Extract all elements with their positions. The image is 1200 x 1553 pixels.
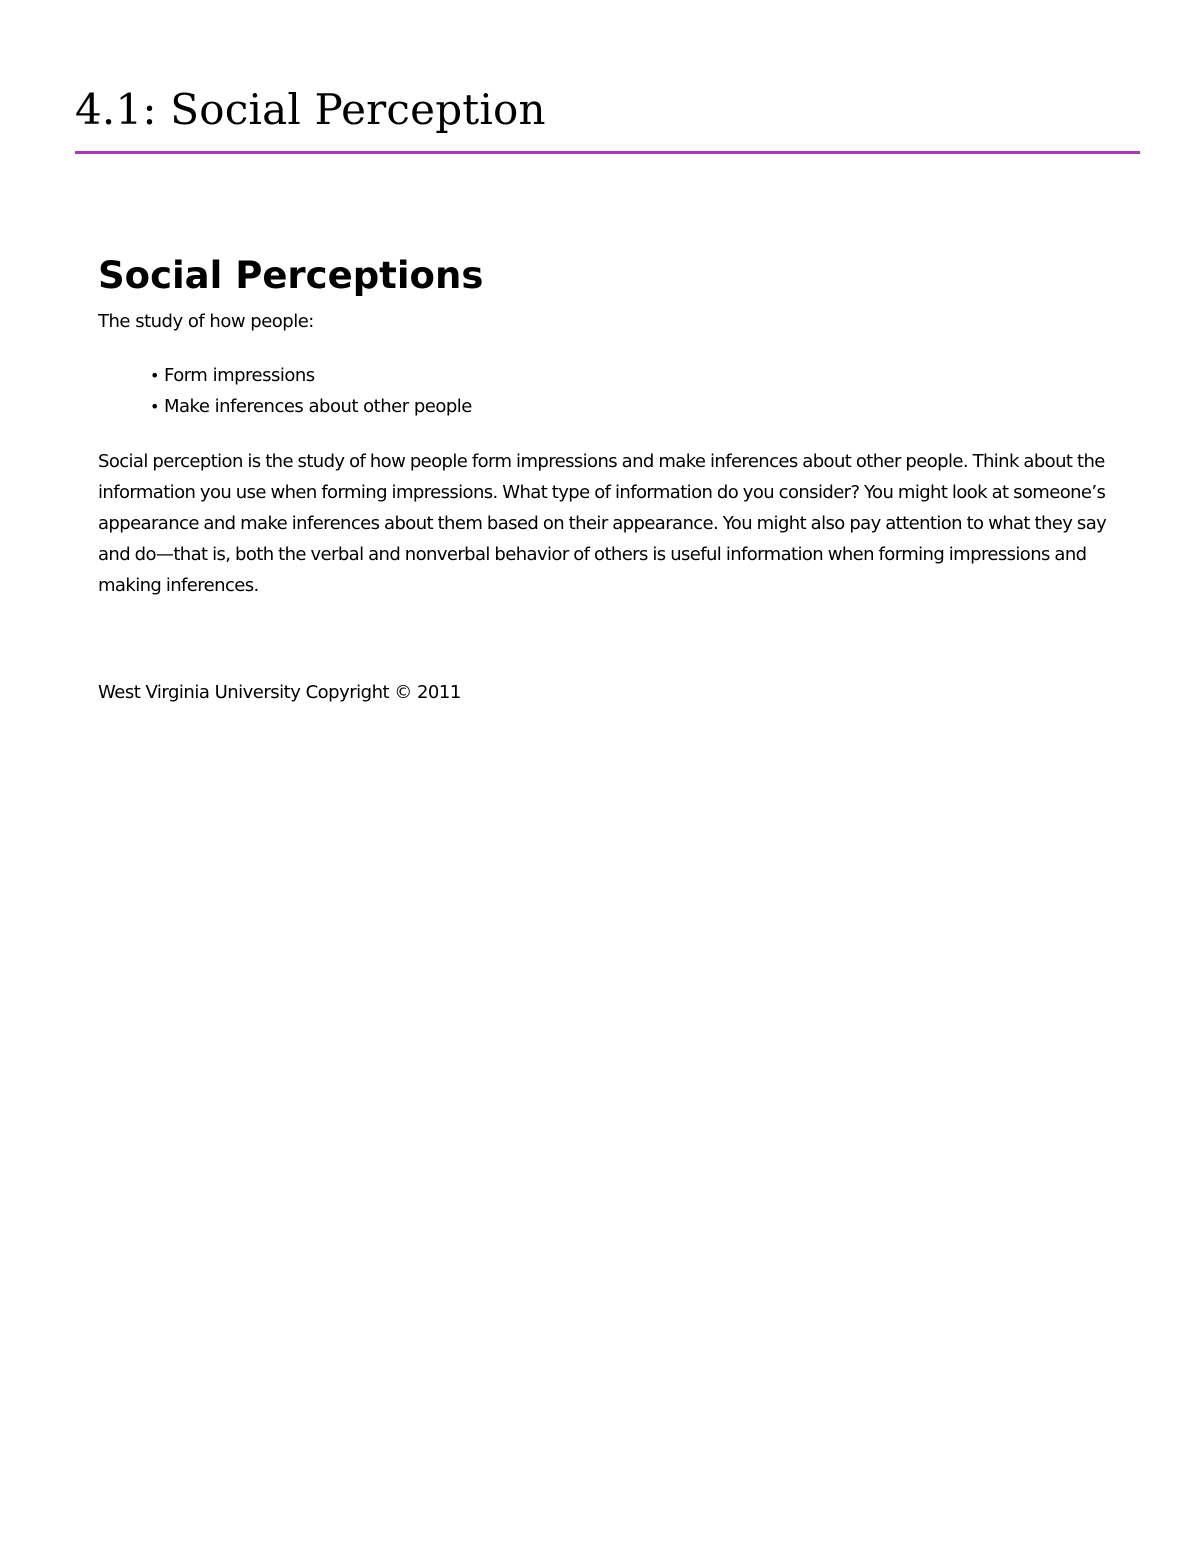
- list-item-text: Make inferences about other people: [164, 396, 472, 417]
- bullet-icon: •: [150, 397, 159, 416]
- section-heading: Social Perceptions: [98, 254, 484, 297]
- list-item: [150, 360, 1108, 391]
- list-item: [150, 391, 1108, 422]
- title-divider: [75, 151, 1140, 154]
- bullet-icon: •: [150, 366, 159, 385]
- intro-text: The study of how people:: [98, 311, 314, 332]
- copyright-notice: West Virginia University Copyright © 2011: [98, 682, 461, 703]
- chapter-title: 4.1: Social Perception: [75, 85, 546, 134]
- body-paragraph: Social perception is the study of how people form impressions and make inferences about other people. Think about the information you use when forming impressions. What type of information do you consider? You might look at someone’s appearance and make inferences about them based on their appearance. You might also pay attention to what they say and do—that is, both the verbal and nonverbal behavior of others is useful information when forming impressions and making inferences.: [98, 451, 1107, 596]
- bullet-list: [98, 360, 1108, 422]
- section-content: [98, 250, 1108, 707]
- list-item-text: Form impressions: [164, 365, 315, 386]
